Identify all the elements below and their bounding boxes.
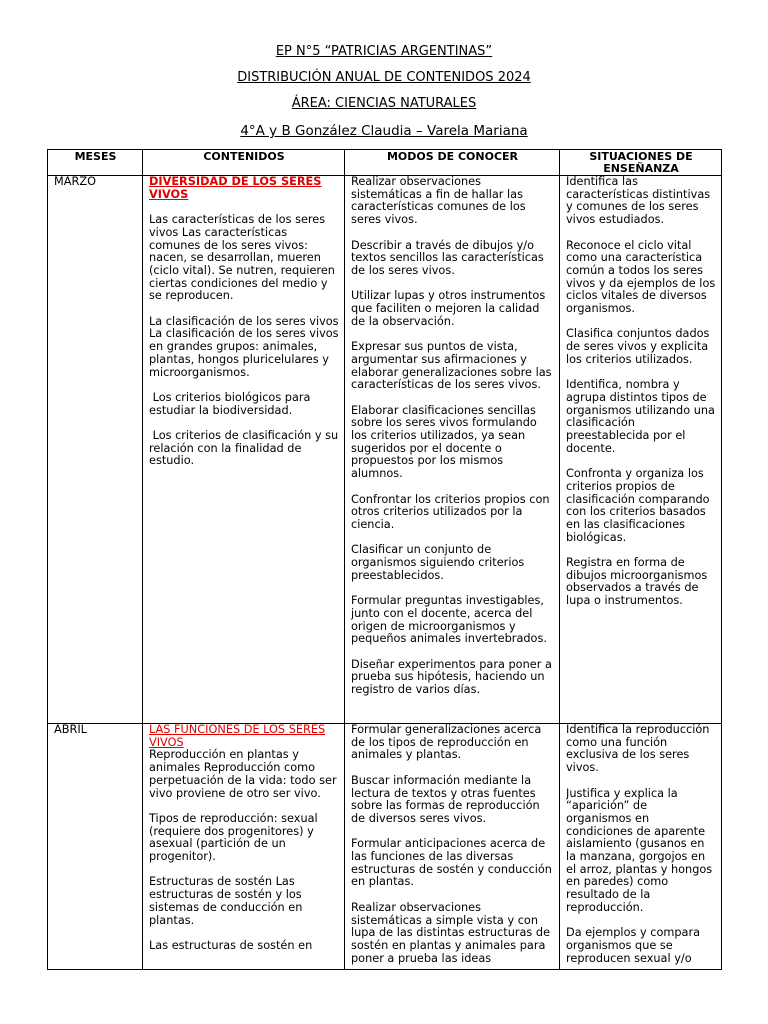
modo-paragraph: Realizar observaciones sistemáticas a simple vista y con lupa de las distintas estructuras de sostén en plantas y animales para poner a prueba las ideas xyxy=(351,900,551,965)
modo-paragraph: Formular anticipaciones acerca de las funciones de las diversas estructuras de sostén y conducción en plantas. xyxy=(351,837,552,889)
situacion-paragraph: Justifica y explica la “aparición” de organismos en condiciones de aparente aislamiento (gusanos en la manzana, gorgojos en el arroz, plantas y hongos en paredes) como resultado de la reproducción. xyxy=(566,786,713,914)
modo-paragraph: Describir a través de dibujos y/o textos sencillos las características de los seres vivos. xyxy=(351,238,544,277)
month-cell: ABRIL xyxy=(48,724,143,970)
situacion-paragraph: Identifica, nombra y agrupa distintos tipos de organismos utilizando una clasificación preestablecida por el docente. xyxy=(566,378,715,455)
month-cell: MARZO xyxy=(48,176,143,724)
modo-paragraph: Diseñar experimentos para poner a prueba sus hipótesis, haciendo un registro de varios días. xyxy=(351,657,552,696)
modo-paragraph: Confrontar los criterios propios con otros criterios utilizados por la ciencia. xyxy=(351,492,550,531)
modo-paragraph: Formular generalizaciones acerca de los tipos de reproducción en animales y plantas. xyxy=(351,724,542,762)
content-paragraph: Los criterios biológicos para estudiar la biodiversidad. xyxy=(149,390,315,417)
table-header-row xyxy=(48,150,722,176)
content-paragraph: Estructuras de sostén Las estructuras de sostén y los sistemas de conducción en plantas. xyxy=(149,875,303,927)
table-row-abril xyxy=(48,724,722,970)
situacion-paragraph: Confronta y organiza los criterios propios de clasificación comparando con los criterios basados en las clasificaciones biológicas. xyxy=(566,467,710,544)
modo-paragraph: Expresar sus puntos de vista, argumentar sus afirmaciones y elaborar generalizaciones sobre las características de los seres vivos. xyxy=(351,340,552,392)
area-title: ÁREA: CIENCIAS NATURALES xyxy=(291,96,477,111)
modo-paragraph: Elaborar clasificaciones sencillas sobre los seres vivos formulando los criterios utilizados, ya sean sugeridos por el docente o propuestos por los mismos alumnos. xyxy=(351,403,537,481)
content-paragraph: La clasificación de los seres vivos La clasificación de los seres vivos en grandes grupos: animales, plantas, hongos pluricelulares y microorganismos. xyxy=(149,314,339,379)
column-header-contenidos: CONTENIDOS xyxy=(143,150,345,176)
modo-paragraph: Clasificar un conjunto de organismos siguiendo criterios preestablecidos. xyxy=(351,543,525,582)
content-title: DIVERSIDAD DE LOS SERES VIVOS xyxy=(149,175,322,201)
column-header-situaciones: SITUACIONES DE ENSEÑANZA xyxy=(560,150,722,176)
modo-paragraph: Utilizar lupas y otros instrumentos que faciliten o mejoren la calidad de la observación. xyxy=(351,289,546,328)
modos-cell xyxy=(345,724,560,970)
situacion-paragraph: Identifica las características distintivas y comunes de los seres vivos estudiados. xyxy=(566,175,711,227)
contents-table xyxy=(47,149,722,970)
situacion-paragraph: Da ejemplos y compara organismos que se reproducen sexual y/o xyxy=(566,926,701,965)
modo-paragraph: Formular preguntas investigables, junto con el docente, acerca del origen de microorganismos y pequeños animales invertebrados. xyxy=(351,594,547,646)
table-row-marzo xyxy=(48,176,722,724)
modo-paragraph: Realizar observaciones sistemáticas a fin de hallar las características comunes de los seres vivos. xyxy=(351,175,526,227)
content-paragraph: Las características de los seres vivos Las características comunes de los seres vivos: nacen, se desarrollan, mueren (ciclo vital). Se nutren, requieren ciertas condiciones del medio y se reproducen. xyxy=(149,213,335,303)
column-header-modos: MODOS DE CONOCER xyxy=(345,150,560,176)
modos-cell xyxy=(345,176,560,724)
document-title: DISTRIBUCIÓN ANUAL DE CONTENIDOS 2024 xyxy=(237,70,531,85)
situacion-paragraph: Reconoce el ciclo vital como una característica común a todos los seres vivos y da ejemplos de los ciclos vitales de diversos organismos. xyxy=(566,238,716,316)
content-paragraph: Los criterios de clasificación y su relación con la finalidad de estudio. xyxy=(149,429,342,468)
situaciones-cell xyxy=(560,724,722,970)
modo-paragraph: Buscar información mediante la lectura de textos y otras fuentes sobre las formas de reproducción de diversos seres vivos. xyxy=(351,773,540,825)
situacion-paragraph: Identifica la reproducción como una función exclusiva de los seres vivos. xyxy=(566,724,710,775)
content-paragraph: Reproducción en plantas y animales Reproducción como perpetuación de la vida: todo ser vivo proviene de otro ser vivo. xyxy=(149,748,337,800)
column-header-meses: MESES xyxy=(48,150,143,176)
contents-cell xyxy=(143,724,345,970)
content-title: LAS FUNCIONES DE LOS SERES VIVOS xyxy=(149,724,326,749)
situaciones-cell xyxy=(560,176,722,724)
teachers-line: 4°A y B González Claudia – Varela Mariana xyxy=(240,123,528,139)
situacion-paragraph: Clasifica conjuntos dados de seres vivos y explicita los criterios utilizados. xyxy=(566,327,710,366)
school-name: EP N°5 “PATRICIAS ARGENTINAS” xyxy=(275,44,493,59)
content-paragraph: Las estructuras de sostén en xyxy=(149,938,313,952)
situacion-paragraph: Registra en forma de dibujos microorganismos observados a través de lupa o instrumentos. xyxy=(566,556,708,608)
contents-cell xyxy=(143,176,345,724)
content-paragraph: Tipos de reproducción: sexual (requiere dos progenitores) y asexual (partición de un progenitor). xyxy=(149,811,318,864)
